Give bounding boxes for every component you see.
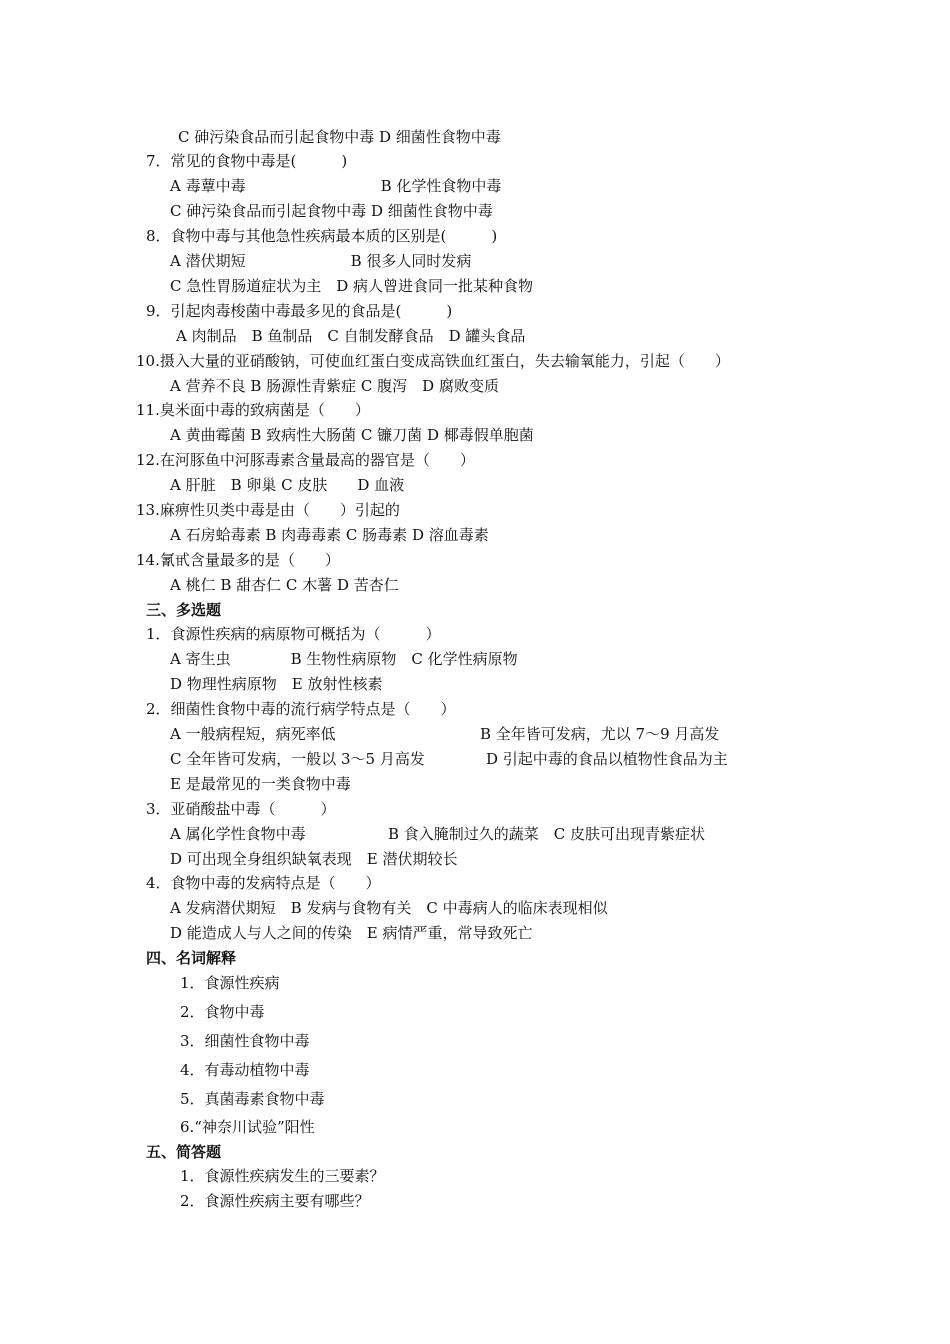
q10-stem: 10.摄入大量的亚硝酸钠，可使血红蛋白变成高铁血红蛋白，失去输氧能力，引起（ ）	[136, 352, 730, 370]
mc3-stem: 3．亚硝酸盐中毒（ ）	[146, 800, 336, 818]
mc2-option-d: D 引起中毒的食品以植物性食品为主	[486, 750, 728, 768]
mc3-options-bc: B 食入腌制过久的蔬菜 C 皮肤可出现青紫症状	[388, 825, 706, 843]
section-heading-definitions: 四、名词解释	[146, 949, 237, 967]
definition-item-1: 1．食源性疾病	[180, 974, 280, 992]
q7-stem: 7．常见的食物中毒是( )	[146, 152, 348, 170]
q11-stem: 11.臭米面中毒的致病菌是（ ）	[136, 401, 370, 419]
mc3-option-a: A 属化学性食物中毒	[170, 825, 306, 843]
q7-options-ab: A 毒蕈中毒 B 化学性食物中毒	[170, 177, 502, 195]
q10-options: A 营养不良 B 肠源性青紫症 C 腹泻 D 腐败变质	[170, 377, 499, 395]
q12-options: A 肝脏 B 卵巢 C 皮肤 D 血液	[170, 476, 405, 494]
q14-stem: 14.氰甙含量最多的是（ ）	[136, 551, 340, 569]
q8-stem: 8．食物中毒与其他急性疾病最本质的区别是( )	[146, 227, 498, 245]
mc2-option-e: E 是最常见的一类食物中毒	[170, 775, 351, 793]
section-heading-multiple-choice: 三、多选题	[146, 601, 222, 619]
q13-options: A 石房蛤毒素 B 肉毒毒素 C 肠毒素 D 溶血毒素	[170, 526, 489, 544]
mc1-stem: 1．食源性疾病的病原物可概括为（ ）	[146, 625, 441, 643]
q8-options-ab: A 潜伏期短 B 很多人同时发病	[170, 252, 472, 270]
short-answer-item-1: 1．食源性疾病发生的三要素？	[180, 1167, 385, 1185]
mc3-options-de: D 可出现全身组织缺氧表现 E 潜伏期较长	[170, 850, 458, 868]
definition-item-3: 3．细菌性食物中毒	[180, 1032, 310, 1050]
mc2-option-a: A 一般病程短，病死率低	[170, 725, 336, 743]
mc4-options-de: D 能造成人与人之间的传染 E 病情严重，常导致死亡	[170, 924, 533, 942]
definition-item-5: 5．真菌毒素食物中毒	[180, 1090, 325, 1108]
q6-options-cd: C 砷污染食品而引起食物中毒 D 细菌性食物中毒	[178, 128, 501, 146]
definition-item-2: 2．食物中毒	[180, 1003, 265, 1021]
short-answer-item-2: 2．食源性疾病主要有哪些？	[180, 1192, 370, 1210]
mc4-options-abc: A 发病潜伏期短 B 发病与食物有关 C 中毒病人的临床表现相似	[170, 899, 608, 917]
mc4-stem: 4．食物中毒的发病特点是（ ）	[146, 874, 381, 892]
q12-stem: 12.在河豚鱼中河豚毒素含量最高的器官是（ ）	[136, 451, 475, 469]
definition-item-4: 4．有毒动植物中毒	[180, 1061, 310, 1079]
definition-item-6: 6.“神奈川试验”阳性	[180, 1118, 315, 1136]
q7-options-cd: C 砷污染食品而引起食物中毒 D 细菌性食物中毒	[170, 202, 493, 220]
mc2-option-b: B 全年皆可发病，尤以 7～9 月高发	[480, 725, 720, 743]
q9-options: A 肉制品 B 鱼制品 C 自制发酵食品 D 罐头食品	[176, 327, 526, 345]
mc1-options-de: D 物理性病原物 E 放射性核素	[170, 675, 383, 693]
q13-stem: 13.麻痹性贝类中毒是由（ ）引起的	[136, 501, 400, 519]
q11-options: A 黄曲霉菌 B 致病性大肠菌 C 镰刀菌 D 椰毒假单胞菌	[170, 426, 534, 444]
mc1-options-abc: A 寄生虫 B 生物性病原物 C 化学性病原物	[170, 650, 518, 668]
mc2-option-c: C 全年皆可发病，一般以 3～5 月高发	[170, 750, 425, 768]
q14-options: A 桃仁 B 甜杏仁 C 木薯 D 苦杏仁	[170, 576, 399, 594]
mc2-stem: 2．细菌性食物中毒的流行病学特点是（ ）	[146, 700, 456, 718]
section-heading-short-answer: 五、简答题	[146, 1143, 222, 1161]
q9-stem: 9．引起肉毒梭菌中毒最多见的食品是( )	[146, 302, 453, 320]
q8-options-cd: C 急性胃肠道症状为主 D 病人曾进食同一批某种食物	[170, 277, 534, 295]
